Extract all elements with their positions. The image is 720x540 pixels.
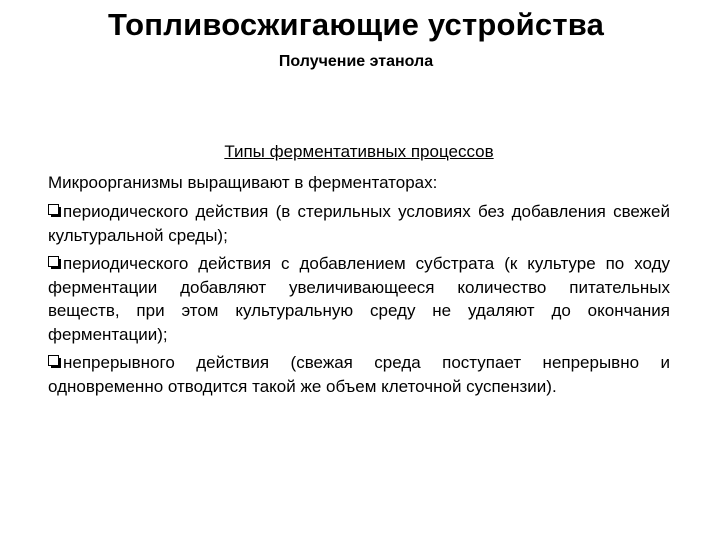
bullet-text: непрерывного действия (свежая среда поступает непрерывно и одновременно отводится такой же объем клеточной суспензии).: [48, 353, 670, 396]
bullet-text: периодического действия с добавлением субстрата (к культуре по ходу ферментации добавляют увеличивающееся количество питательных веществ, при этом культуральную среду не удаляют до окончания ферментации);: [48, 254, 670, 344]
bullet-list: [48, 200, 670, 398]
bullet-item: [48, 200, 670, 247]
checkbox-bullet-icon: [48, 204, 62, 218]
slide-subtitle: Получение этанола: [278, 53, 434, 70]
checkbox-bullet-icon: [48, 355, 62, 369]
checkbox-bullet-icon: [48, 256, 62, 270]
intro-text: Микроорганизмы выращивают в ферментаторах:: [48, 172, 438, 192]
bullet-item: [48, 351, 670, 398]
bullet-item: [48, 252, 670, 346]
slide-title: Топливосжигающие устройства: [107, 7, 605, 42]
slide-body: [48, 140, 670, 403]
bullet-text: периодического действия (в стерильных условиях без добавления свежей культуральной среды);: [48, 202, 670, 245]
section-heading: Типы ферментативных процессов: [224, 142, 494, 161]
